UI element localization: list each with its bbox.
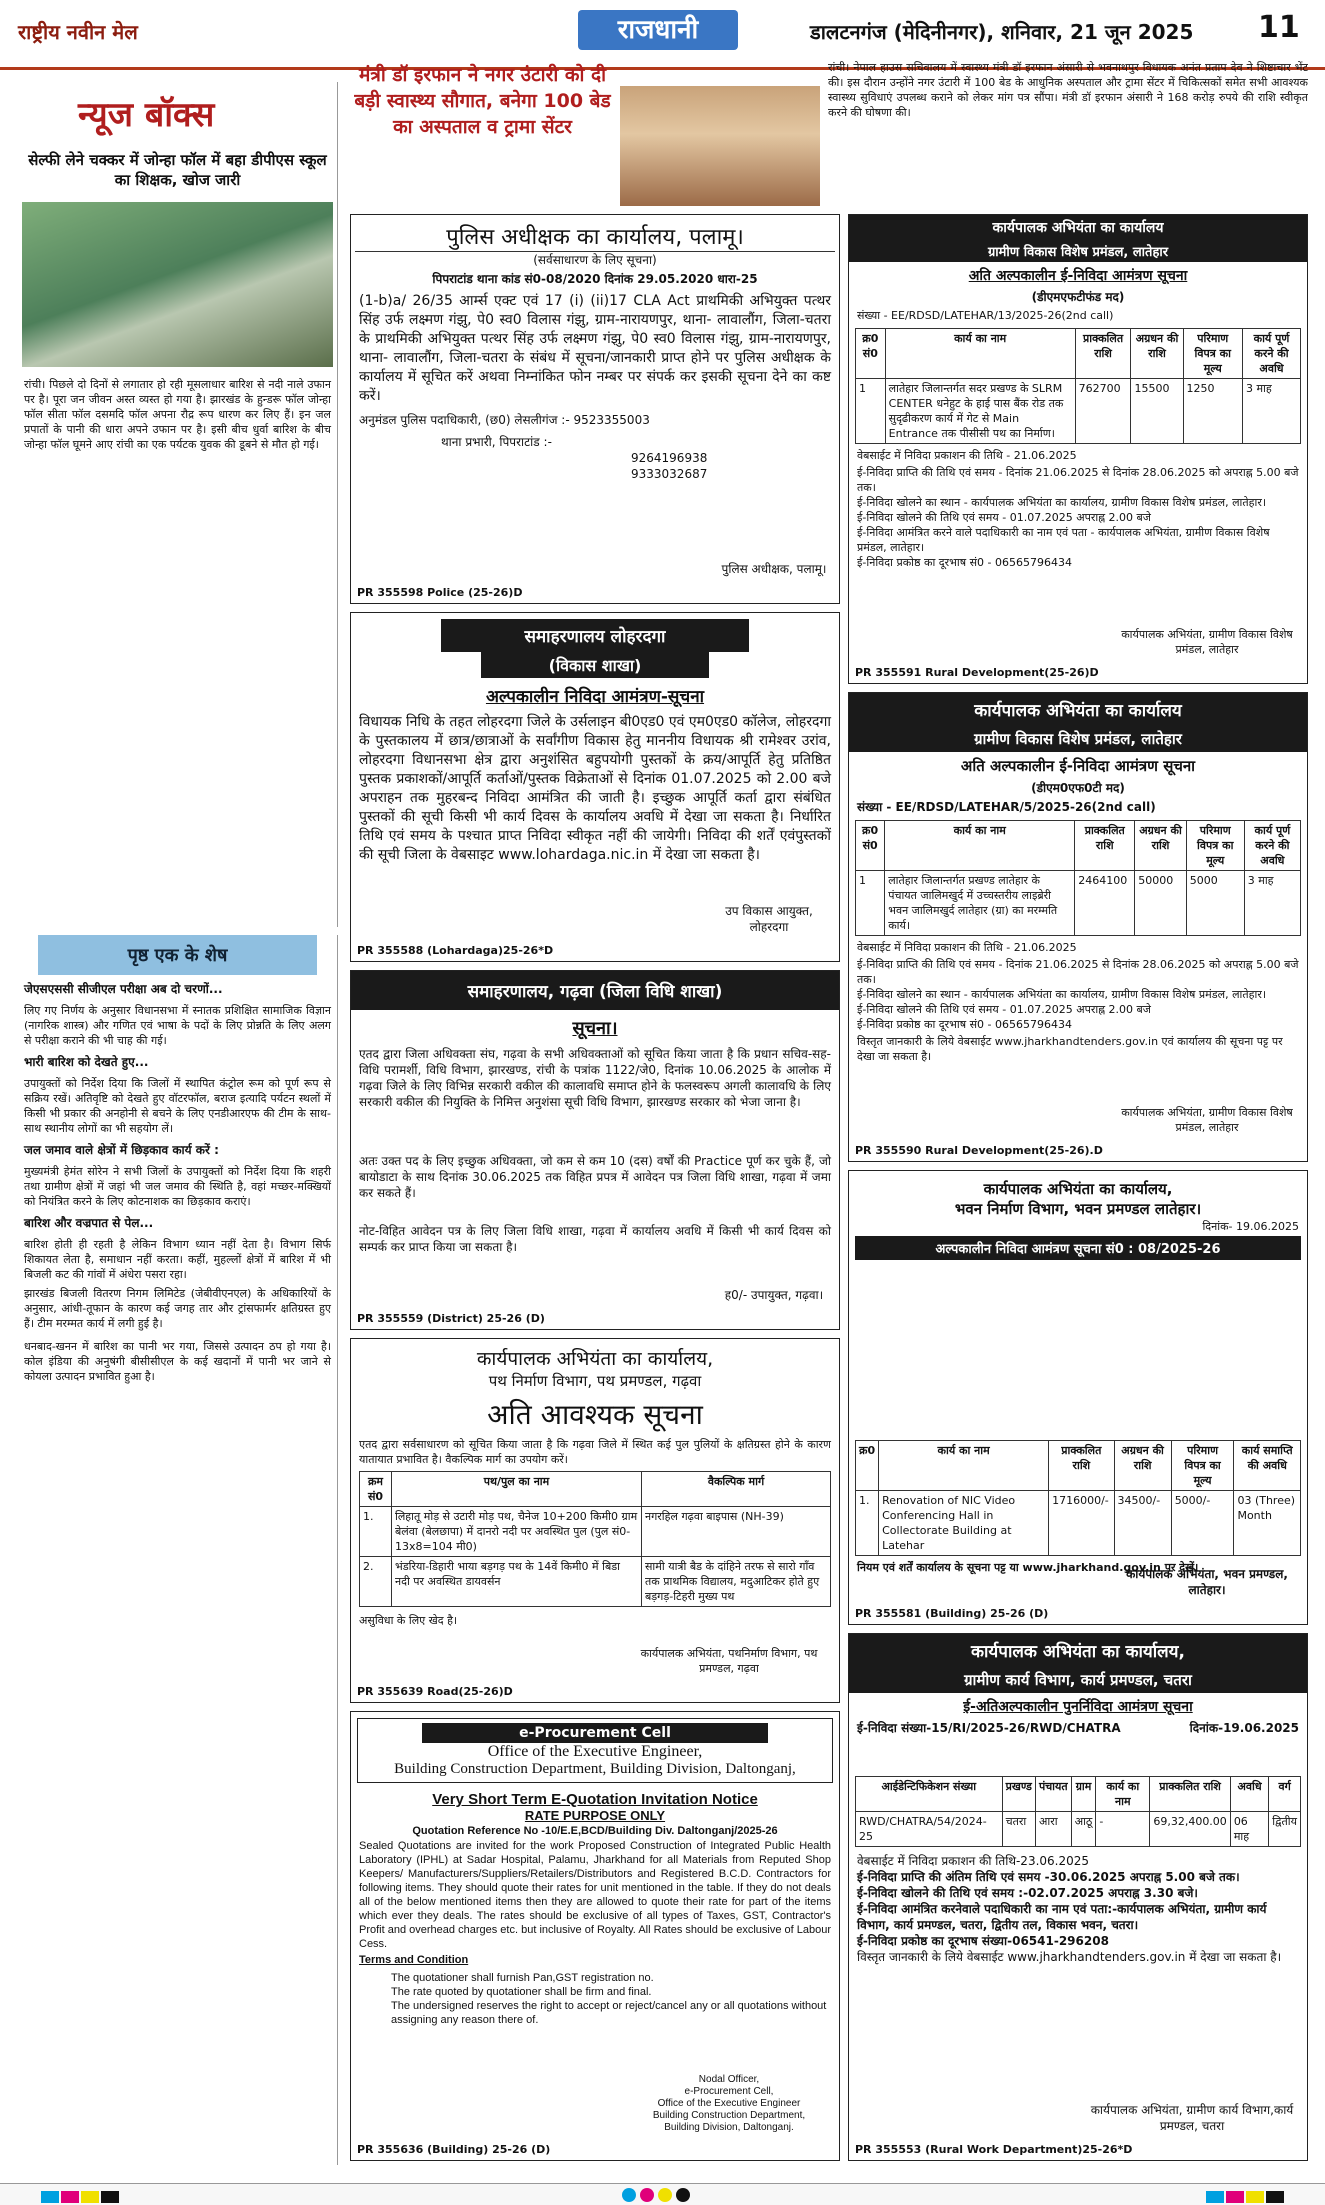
ad-police-phone1: 9264196938 <box>631 451 708 465</box>
ad-eproc-notice: Very Short Term E-Quotation Invitation Notice <box>432 1791 758 1808</box>
ad-rwd-sign: कार्यपालक अभियंता, ग्रामीण कार्य विभाग,कार्य प्रमण्डल, चतरा <box>1090 2103 1294 2133</box>
ad-police-pr: PR 355598 Police (25-26)D <box>357 586 523 599</box>
ad-rwd-panchayat: आरा <box>1035 1812 1071 1847</box>
ad-road-title: कार्यपालक अभियंता का कार्यालय, <box>476 1348 714 1370</box>
ad-rdsd13-fee: 1250 <box>1183 379 1242 444</box>
ad-road-row2-sn: 2. <box>360 1557 392 1607</box>
ad-rdsd13-d5: ई-निविदा आमंत्रित करने वाले पदाधिकारी का नाम एवं पता - कार्यपालक अभियंता, ग्रामीण विकास विशेष प्रमंडल, लातेहार। <box>857 526 1270 554</box>
ad-lohardaga-sign: उप विकास आयुक्त, लोहरदगा <box>725 904 813 934</box>
ad-rdsd26-earnest: 50000 <box>1135 871 1186 936</box>
ad-rwd-d1: वेबसाईट में निविदा प्रकाशन की तिथि-23.06.2025 <box>857 1854 1090 1868</box>
subhead-jssc: जेएसएससी सीजीएल परीक्षा अब दो चरणों... <box>24 982 223 996</box>
ad-road-col2: पथ/पुल का नाम <box>392 1472 642 1507</box>
ad-eproc-pr: PR 355636 (Building) 25-26 (D) <box>357 2143 551 2156</box>
ad-bcd-sign: कार्यपालक अभियंता, भवन प्रमण्डल, लातेहार। <box>1126 1567 1288 1597</box>
ad-rdsd26-title: कार्यपालक अभियंता का कार्यालय <box>849 693 1307 726</box>
ad-rwd-table: आईडेन्टिफिकेशन संख्या प्रखण्ड पंचायत ग्राम कार्य का नाम प्राक्कलित राशि अवधि वर्ग RWD/CHATRA/54/2024-25 चतरा आरा आठू - 69,32,400.00 06 माह द्वितीय <box>855 1776 1301 1847</box>
paper-name: राष्ट्रीय नवीन मेल <box>18 20 138 44</box>
ad-rdsd26-ref: संख्या - EE/RDSD/LATEHAR/5/2025-26(2nd call) <box>857 800 1156 814</box>
ad-police-sign: पुलिस अधीक्षक, पलामू। <box>721 562 827 576</box>
ad-rwd-chatra <box>848 1633 1308 2161</box>
ad-rdsd13-work: लातेहार जिलान्तर्गत सदर प्रखण्ड के SLRM CENTER धनेहुट के हाई पास बैंक रोड तक सुदृढीकरण कार्य में गेट से Main Entrance तक पीसीसी पथ का निर्माण। <box>885 379 1075 444</box>
ad-rwd-d2: ई-निविदा प्राप्ति की अंतिम तिथि एवं समय -30.06.2025 अपराह्न 5.00 बजे तक। <box>857 1870 1240 1884</box>
ad-bcd-table: क्र0 कार्य का नाम प्राक्कलित राशि अग्रधन की राशि परिमाण विपत्र का मूल्य कार्य समाप्ति की अवधि 1. Renovation of NIC Video Conferencing Hall in Collectorate Building at Latehar 1716000/- 34500/- 5000/- 03 (Three) Month <box>855 1440 1301 1556</box>
ad-bcd-earnest: 34500/- <box>1114 1491 1171 1556</box>
ad-eproc-sign5: Building Division, Daltonganj. <box>664 2122 794 2133</box>
ad-rdsd26-d1: वेबसाईट में निविदा प्रकाशन की तिथि - 21.06.2025 <box>857 941 1077 954</box>
news-box-title: न्यूज बॉक्स <box>78 95 215 135</box>
ad-police-sdpo: अनुमंडल पुलिस पदाधिकारी, (छ0) लेसलीगंज :- 9523355003 <box>359 413 650 427</box>
ad-rdsd13-d1: वेबसाईट में निविदा प्रकाशन की तिथि - 21.06.2025 <box>857 449 1077 462</box>
ad-rdsd13-d3: ई-निविदा खोलने का स्थान - कार्यपालक अभियंता का कार्यालय, ग्रामीण विकास विशेष प्रमंडल, लातेहार। <box>857 496 1267 509</box>
ad-rdsd26-period: 3 माह <box>1244 871 1300 936</box>
ad-rwd-date: दिनांक-19.06.2025 <box>1189 1721 1299 1735</box>
ad-rdsd13-amount: 762700 <box>1075 379 1131 444</box>
ad-police-thana: थाना प्रभारी, पिपराटांड :- <box>441 435 552 449</box>
page-number: 11 <box>1258 10 1300 45</box>
table-row: 1. Renovation of NIC Video Conferencing Hall in Collectorate Building at Latehar 1716000/- 34500/- 5000/- 03 (Three) Month <box>856 1491 1301 1556</box>
ad-bcd-latehar <box>848 1170 1308 1625</box>
ad-rwd-subtitle: ग्रामीण कार्य विभाग, कार्य प्रमण्डल, चतरा <box>849 1667 1307 1693</box>
ad-rwd-web: विस्तृत जानकारी के लिये वेबसाईट www.jharkhandtenders.gov.in में देखा जा सकता है। <box>857 1950 1282 1964</box>
ad-garhwa-legal-sign: ह0/- उपायुक्त, गढ़वा। <box>724 1288 824 1302</box>
table-row: 1 लातेहार जिलान्तर्गत सदर प्रखण्ड के SLRM CENTER धनेहुट के हाई पास बैंक रोड तक सुदृढीकरण कार्य में गेट से Main Entrance तक पीसीसी पथ का निर्माण। 762700 15500 1250 3 माह <box>856 379 1301 444</box>
ad-lohardaga-subtitle: (विकास शाखा) <box>481 652 709 678</box>
ad-eproc-t2: The rate quoted by quotationer shall be firm and final. <box>391 1986 652 1998</box>
body-lightning: बारिश होती ही रहती है लेकिन विभाग ध्यान नहीं देता है। विभाग सिर्फ शिकायत लेता है, समाधान नहीं करता। कहीं, मुहल्लाें क्षेत्रों में बारिश में भी बिजली कट की गांवों में अंधेरा पसरा रहा। <box>24 1238 331 1281</box>
ad-rdsd26-d6: ई-निविदा प्रकोष्ठ का दूरभाष सं0 - 06565796434 <box>857 1018 1072 1031</box>
ad-rwd-class: द्वितीय <box>1269 1812 1301 1847</box>
ad-police-body: (1-b)a/ 26/35 आर्म्स एक्ट एवं 17 (i) (ii)17 CLA Act प्राथमिकी अभियुक्त पत्थर सिंह उर्फ लक्ष्मण गंझु, पे0 स्व0 विलास गंझु, ग्राम-नारायणपुर, थाना- लावालौंग, जिला-चतरा के प्राथमिकी अभियुक्त पत्थर सिंह उर्फ लक्ष्मण गंझु, पे0 स्व0 विलास गंझु, ग्राम-नारायणपुर, थाना- लावालौंग, जिला-चतरा के संबंध में सूचना/जानकारी प्राप्त होने पर पुलिस अधीक्षक के कार्यालय में सूचित करें अथवा निम्नांकित फोन नम्बर पर संपर्क कर इसकी सूचना देने का कष्ट करें। <box>359 293 831 404</box>
ad-lohardaga <box>350 612 840 962</box>
ad-road-row1-sn: 1. <box>360 1507 392 1557</box>
news-box-body: रांची। पिछले दो दिनों से लगातार हो रही मूसलाधार बारिश से नदी नाले उफान पर है। पूरा जन जीवन अस्त व्यस्त हो गया है। झारखंड के हुन्डरू फॉल जोन्हा फॉल सीता फॉल दसमदि फॉल अपना रौद्र रूप धारण कर लिए हैं। इन जल प्रपातों के पानी की धारा अपने उफान पर है। इसी बीच धुर्वा बारिश के बीच जोन्हा फॉल घूमने आए रांची का एक पर्यटक युवक की डूबने से मौत हो गई। <box>24 378 331 451</box>
ad-rdsd13-period: 3 माह <box>1242 379 1300 444</box>
ad-bcd-subtitle: भवन निर्माण विभाग, भवन प्रमण्डल लातेहार। <box>954 1200 1202 1218</box>
continuations-title: पृष्ठ एक के शेष <box>38 935 317 975</box>
dateline: डालटनगंज (मेदिनीनगर), शनिवार, 21 जून 2025 <box>810 20 1194 44</box>
ad-bcd-work: Renovation of NIC Video Conferencing Hall in Collectorate Building at Latehar <box>879 1491 1049 1556</box>
ad-rdsd13-sub: (डीएमएफटीफंड मद) <box>1031 290 1125 304</box>
ad-road-row1-name: लिहातू मोड़ से उटारी मोड़ पथ, चैनेज 10+200 किमी0 ग्राम बेलंवा (बेलछापा) में दानरो नदी पर अवस्थित पुल (पुल सं0-13x8=104 मी0) <box>392 1507 642 1557</box>
ad-police-case: पिपराटांड थाना कांड सं0-08/2020 दिनांक 29.05.2020 धारा-25 <box>432 272 758 286</box>
ad-eprocurement <box>350 1711 840 2161</box>
ad-road-sign: कार्यपालक अभियंता, पथनिर्माण विभाग, पथ प्रमण्डल, गढ़वा <box>640 1647 818 1675</box>
section-label: राजधानी <box>578 10 738 50</box>
ad-garhwa-legal <box>350 970 840 1330</box>
ad-rdsd26-sign: कार्यपालक अभियंता, ग्रामीण विकास विशेष प्रमंडल, लातेहार <box>1121 1106 1293 1134</box>
ad-rdsd26-subtitle: ग्रामीण विकास विशेष प्रमंडल, लातेहार <box>849 726 1307 752</box>
ad-garhwa-legal-body2: अतः उक्त पद के लिए इच्छुक अधिवक्ता, जो कम से कम 10 (दस) वर्षों की Practice पूर्ण कर चुके हैं, जो बायोडाटा के साथ दिनांक 30.06.2025 तक विहित प्रपत्र में आवेदन पत्र जिला विधि शाखा, गढ़वा में जमा कर सकते हैं। <box>359 1154 831 1200</box>
ad-rdsd26-amount: 2464100 <box>1075 871 1135 936</box>
ad-garhwa-legal-body1: एतद द्वारा जिला अधिवक्ता संघ, गढ़वा के सभी अधिवक्ताओं को सूचित किया जाता है कि प्रधान सचिव-सह-विधि परामर्शी, विधि विभाग, झारखण्ड, रांची के पत्रांक 1122/जे0, दिनांक 10.06.2025 के आलोक में गढ़वा जिले के लिए विभिन्न सरकारी वकील की कालावधि समाप्त होने के फलस्वरूप अगली कालावधि के लिए सरकारी वकील की नियुक्ति के निमित्त अनुशंसा सूची विधि विभाग, झारखण्ड सरकार को भेजा जाना है। <box>359 1047 831 1109</box>
table-row <box>360 1507 831 1557</box>
ad-rwd-refline <box>849 1720 1307 1736</box>
ad-rdsd26-web: विस्तृत जानकारी के लिये वेबसाईट www.jharkhandtenders.gov.in एवं कार्यालय की सूचना पट्ट पर देखा जा सकता है। <box>857 1035 1283 1063</box>
ad-eproc-sign1: Nodal Officer, <box>698 2074 760 2085</box>
ad-rdsd-13 <box>848 214 1308 684</box>
ad-rwd-d3: ई-निविदा खोलने की तिथि एवं समय :-02.07.2025 अपराह्न 3.30 बजे। <box>857 1886 1198 1900</box>
body-jssc: लिए गए निर्णय के अनुसार विधानसभा में स्नातक प्रशिक्षित सामाजिक विज्ञान (नागरिक शास्त्र) और गणित एवं भाषा के पदों के लिए प्रोन्नति के लिए अलग से परीक्षा कराने की भी चाह की गई। <box>24 1004 331 1047</box>
ad-lohardaga-body: विधायक निधि के तहत लोहरदगा जिले के उर्सलाइन बी0एड0 एवं एम0एड0 कॉलेज, लोहरदगा के पुस्तकालय में छात्र/छात्राओं के सर्वांगीण विकास हेतु माननीय विधायक श्री रामेश्वर उरांव, लोहरदगा विधानसभा क्षेत्र द्वारा अनुशंसित बहुपयोगी पुस्तकों के क्रय/आपूर्ति हेतु प्रतिष्ठित पुस्तक प्रकाशकों/आपूर्ति कर्ताओं/पुस्तक विक्रेताओं से दिनांक 01.07.2025 को 2.00 बजे अपराहन तक मुहरबन्द निविदा आमंत्रित की जाती है। इच्छुक आपूर्ति कर्ता द्वारा संबंधित पुस्तकों की सूची किसी भी कार्य दिवस के कार्यालय अवधि में देखा जा सकता है। निर्धारित तिथि एवं समय के पश्चात प्राप्त निविदा स्वीकृत नहीं की जायेगी। निविदा की शर्तें एवंपुस्तकों की सूची जिला के वेबसाइट www.lohardaga.nic.in में देखा जा सकता है। <box>359 714 831 863</box>
ad-police-palamu <box>350 214 840 604</box>
ad-garhwa-legal-pr: PR 355559 (District) 25-26 (D) <box>357 1312 545 1325</box>
ad-garhwa-legal-heading: सूचना। <box>572 1018 618 1039</box>
ad-rdsd26-d3: ई-निविदा खोलने का स्थान - कार्यपालक अभियंता का कार्यालय, ग्रामीण विकास विशेष प्रमंडल, लातेहार। <box>857 988 1267 1001</box>
ad-rwd-village: आठू <box>1071 1812 1096 1847</box>
subhead-rain: भारी बारिश को देखते हुए... <box>24 1055 149 1069</box>
ad-rdsd26-work: लातेहार जिलान्तर्गत प्रखण्ड लातेहार के पंचायत जालिमखुर्द में उच्चस्तरीय लाइब्रेरी भवन जालिमखुर्द लातेहार (ग्रा) का मरम्मति कार्य। <box>885 871 1075 936</box>
ad-bcd-amount: 1716000/- <box>1049 1491 1114 1556</box>
ad-road-body: एतद द्वारा सर्वसाधारण को सूचित किया जाता है कि गढ़वा जिले में स्थित कई पुल पुलियों के क्षतिग्रस्त होने के कारण यातायात प्रभावित है। वैकल्पिक मार्ग का उपयोग करें। <box>359 1438 831 1466</box>
lead-headline-box <box>350 60 615 210</box>
ad-road-col1: क्रम सं0 <box>360 1472 392 1507</box>
ad-bcd-date: दिनांक- 19.06.2025 <box>1202 1220 1299 1233</box>
ad-rdsd26-pr: PR 355590 Rural Development(25-26).D <box>855 1144 1103 1157</box>
ad-rwd-amount: 69,32,400.00 <box>1150 1812 1230 1847</box>
ad-rwd-title: कार्यपालक अभियंता का कार्यालय, <box>849 1634 1307 1667</box>
ad-road-subtitle: पथ निर्माण विभाग, पथ प्रमण्डल, गढ़वा <box>488 1372 702 1390</box>
ad-rdsd13-pr: PR 355591 Rural Development(25-26)D <box>855 666 1099 679</box>
ad-rwd-id: RWD/CHATRA/54/2024-25 <box>856 1812 1003 1847</box>
ad-rdsd26-d2: ई-निविदा प्राप्ति की तिथि एवं समय - दिनांक 21.06.2025 से दिनांक 28.06.2025 को अपराह्न 5.00 बजे तक। <box>857 958 1299 986</box>
color-swatches-right <box>1205 2188 1285 2205</box>
waterfall-photo <box>22 202 333 367</box>
ad-rdsd13-d4: ई-निविदा खोलने की तिथि एवं समय - 01.07.2025 अपराह्न 2.00 बजे <box>857 511 1151 524</box>
ad-eproc-header <box>357 1718 833 1783</box>
ad-rdsd26-fee: 5000 <box>1186 871 1244 936</box>
minister-photo <box>620 86 820 206</box>
ad-road-pr: PR 355639 Road(25-26)D <box>357 1685 513 1698</box>
ad-road-row1-alt: नगरहिल गढ़वा बाइपास (NH-39) <box>642 1507 831 1557</box>
ad-rdsd13-sign: कार्यपालक अभियंता, ग्रामीण विकास विशेष प्रमंडल, लातेहार <box>1121 628 1293 656</box>
ad-road-col3: वैकल्पिक मार्ग <box>642 1472 831 1507</box>
ad-rdsd13-title: कार्यपालक अभियंता का कार्यालय <box>849 215 1307 240</box>
ad-eproc-t1: The quotationer shall furnish Pan,GST registration no. <box>391 1972 654 1984</box>
color-swatches-left <box>40 2188 120 2205</box>
ad-eproc-sign2: e-Procurement Cell, <box>684 2086 774 2097</box>
ad-rdsd26-heading: अति अल्पकालीन ई-निविदा आमंत्रण सूचना <box>960 757 1196 775</box>
subhead-lightning: बारिश और वज्रपात से पेल... <box>24 1216 154 1230</box>
body-rain: उपायुक्तों को निर्देश दिया कि जिलों में स्थापित कंट्रोल रूम को पूर्ण रूप से सक्रिय रखें। अतिवृष्टि को देखते हुए वॉटरफॉल, बराज इत्यादि पर्यटन स्थलों में किसी भी प्रकार की अनहोनी से बचने के लिए एनडीआरएफ की टीम के साथ-साथ स्थानीय लोगों का भी सहयोग लें। <box>24 1077 331 1135</box>
registration-dots <box>620 2187 692 2205</box>
ad-rwd-d4: ई-निविदा आमंत्रित करनेवाले पदाधिकारी का नाम एवं पता:-कार्यपालक अभियंता, ग्रामीण कार्य विभाग, कार्य प्रमण्डल, चतरा, द्वितीय तल, विकास भवन, चतरा। <box>857 1902 1267 1932</box>
body-waterlog: मुख्यमंत्री हेमंत सोरेन ने सभी जिलों के उपायुक्तों को निर्देश दिया कि शहरी तथा ग्रामीण क्षेत्रों में जहां भी जल जमाव की स्थिति है, वहां मच्छर-मक्खियों को नियंत्रित करने के लिए कोटनाशक का छिड़काव कराएं। <box>24 1165 331 1208</box>
ad-rwd-d5: ई-निविदा प्रकोष्ठ का दूरभाष संख्या-06541-296208 <box>857 1934 1109 1948</box>
ad-rdsd13-ref: संख्या - EE/RDSD/LATEHAR/13/2025-26(2nd call) <box>857 309 1114 322</box>
ad-rdsd13-table: क्र0 सं0 कार्य का नाम प्राक्कलित राशि अग्रधन की राशि परिमाण विपत्र का मूल्य कार्य पूर्ण करने की अवधि 1 लातेहार जिलान्तर्गत सदर प्रखण्ड के SLRM CENTER धनेहुट के हाई पास बैंक रोड तक सुदृढीकरण कार्य में गेट से Main Entrance तक पीसीसी पथ का निर्माण। 762700 15500 1250 3 माह <box>855 328 1301 444</box>
ad-rdsd13-d6: ई-निविदा प्रकोष्ठ का दूरभाष सं0 - 06565796434 <box>857 556 1072 569</box>
ad-police-phone2: 9333032687 <box>631 467 708 481</box>
ad-bcd-title: कार्यपालक अभियंता का कार्यालय, <box>983 1180 1173 1198</box>
ad-rwd-period: 06 माह <box>1230 1812 1268 1847</box>
body-bccl: धनबाद-खनन में बारिश का पानी भर गया, जिससे उत्पादन ठप हो गया है। कोल इंडिया की अनुषंगी बीसीसीएल के कई खदानों में पानी भर जाने से कोयला उत्पादन प्रभावित हुआ है। <box>24 1340 331 1383</box>
lead-body: रांची। नेपाल हाउस सचिवालय में स्वास्थ्य मंत्री डॉ इरफान अंसारी से भवनाथपुर विधायक अनंत प्रताप देव ने शिष्टाचार भेंट की। इस दौरान उन्होंने नगर उंटारी में 100 बेड के आधुनिक अस्पताल और ट्रामा सेंटर में चिकित्सकों समेत सभी आवश्यक स्वास्थ्य सुविधाएं उपलब्ध कराने को लेकर मांग पत्र सौंपा। मंत्री डॉ इरफान अंसारी ने 168 करोड़ रुपये की राशि स्वीकृत करने की घोषणा की। <box>828 61 1308 119</box>
ad-police-title: पुलिस अधीक्षक का कार्यालय, पलामू। <box>355 215 835 252</box>
news-box-headline: सेल्फी लेने चक्कर में जोन्हा फॉल में बहा डीपीएस स्कूल का शिक्षक, खोज जारी <box>28 151 327 189</box>
ad-road-row2-name: भंडरिया-डिहारी भाया बड़गड़ पथ के 14वें किमी0 में बिडा नदी पर अवस्थित डायवर्सन <box>392 1557 642 1607</box>
ad-road-note: असुविधा के लिए खेद है। <box>359 1614 458 1627</box>
ad-garhwa-legal-title: समाहरणालय, गढ़वा (जिला विधि शाखा) <box>351 971 839 1010</box>
ad-lohardaga-heading: अल्पकालीन निविदा आमंत्रण-सूचना <box>485 687 705 707</box>
ad-road-table <box>359 1471 831 1607</box>
continuations <box>18 935 338 2165</box>
ad-bcd-heading: अल्पकालीन निविदा आमंत्रण सूचना सं0 : 08/2025-26 <box>855 1236 1301 1260</box>
ad-police-subtitle: (सर्वसाधारण के लिए सूचना) <box>533 253 657 267</box>
ad-eproc-office: Office of the Executive Engineer, <box>487 1743 703 1760</box>
ad-rdsd13-earnest: 15500 <box>1131 379 1183 444</box>
ad-rdsd26-table: क्र0 सं0 कार्य का नाम प्राक्कलित राशि अग्रधन की राशि परिमाण विपत्र का मूल्य कार्य पूर्ण करने की अवधि 1 लातेहार जिलान्तर्गत प्रखण्ड लातेहार के पंचायत जालिमखुर्द में उच्चस्तरीय लाइब्रेरी भवन जालिमखुर्द लातेहार (ग्रा) का मरम्मति कार्य। 2464100 50000 5000 3 माह <box>855 820 1301 936</box>
ad-rwd-ref: ई-निविदा संख्या-15/RI/2025-26/RWD/CHATRA <box>857 1721 1121 1735</box>
ad-bcd-web: नियम एवं शर्तें कार्यालय के सूचना पट्ट या www.jharkhand.gov.in पर देखें। <box>857 1561 1199 1574</box>
ad-eproc-sign3: Office of the Executive Engineer <box>657 2098 801 2109</box>
ad-eproc-dept: Building Construction Department, Building Division, Daltonganj, <box>394 1761 796 1777</box>
ad-lohardaga-pr: PR 355588 (Lohardaga)25-26*D <box>357 944 554 957</box>
ad-road-garhwa <box>350 1338 840 1703</box>
ad-road-row2-alt: सामी यात्री बैड के दांहिने तरफ से सारो गाँव तक प्राथमिक विद्यालय, मदुआटिकर होते हुए बड़गड़-टिहरी मुख्य पथ <box>642 1557 831 1607</box>
ad-garhwa-legal-note: नोट-विहित आवेदन पत्र के लिए जिला विधि शाखा, गढ़वा में कार्यालय अवधि में किसी भी कार्य दिवस को सम्पर्क कर प्राप्त किया जा सकता है। <box>359 1224 831 1254</box>
ad-eproc-sign <box>629 2074 829 2134</box>
body-jbvnl: झारखंड बिजली वितरण निगम लिमिटेड (जेबीवीएनएल) के अधिकारियों के अनुसार, आंधी-तूफान के कारण कई जगह तार और ट्रांसफार्मर क्षतिग्रस्त हुए हैं। टीम मरम्मत कार्य में लगी हुई है। <box>24 1287 331 1330</box>
print-registration-strip <box>0 2183 1325 2205</box>
news-box <box>18 82 338 927</box>
ad-eproc-ref: Quotation Reference No -10/E.E,BCD/Building Div. Daltonganj/2025-26 <box>412 1825 778 1837</box>
ad-bcd-pr: PR 355581 (Building) 25-26 (D) <box>855 1607 1049 1620</box>
ad-eproc-terms: Terms and Condition <box>359 1954 469 1966</box>
ad-eproc-title: e-Procurement Cell <box>422 1723 768 1743</box>
ad-rdsd-26 <box>848 692 1308 1162</box>
ad-rdsd13-subtitle: ग्रामीण विकास विशेष प्रमंडल, लातेहार <box>849 240 1307 262</box>
ad-rdsd26-d4: ई-निविदा खोलने की तिथि एवं समय - 01.07.2025 अपराह्न 2.00 बजे <box>857 1003 1151 1016</box>
ad-eproc-sign4: Building Construction Department, <box>652 2110 806 2121</box>
ad-rwd-pr: PR 355553 (Rural Work Department)25-26*D <box>855 2143 1133 2156</box>
subhead-waterlog: जल जमाव वाले क्षेत्रों में छिड़काव कार्य करें : <box>24 1143 219 1157</box>
ad-bcd-fee: 5000/- <box>1171 1491 1234 1556</box>
ad-rdsd13-d2: ई-निविदा प्राप्ति की तिथि एवं समय - दिनांक 21.06.2025 से दिनांक 28.06.2025 को अपराह्न 5.00 बजे तक। <box>857 466 1299 494</box>
table-row: 1 लातेहार जिलान्तर्गत प्रखण्ड लातेहार के पंचायत जालिमखुर्द में उच्चस्तरीय लाइब्रेरी भवन जालिमखुर्द लातेहार (ग्रा) का मरम्मति कार्य। 2464100 50000 5000 3 माह <box>856 871 1301 936</box>
ad-eproc-body: Sealed Quotations are invited for the work Proposed Construction of Integrated Public Health Laboratory (IPHL) at Sadar Hospital, Palamu, Jharkhand for all Materials from Reputed Shop Keepers/ Manufacturers/Suppliers/Retailers/Distributors and Registered B.C.D. Contractors for following items. They should quote their rates for unit mentioned in the table. If they do not deals all of the below mentioned items then they are allowed to quote their rate for part of the items which ever they deals. The rates should be exclusive of all types of Taxes, GST, Contractor's Profit and overhead charges etc. but inclusive of Royalty. All Rates should be exclusive of Labour Cess. <box>359 1840 831 1950</box>
ad-rwd-heading: ई-अतिअल्पकालीन पुनर्निविदा आमंत्रण सूचना <box>963 1699 1193 1715</box>
ad-bcd-period: 03 (Three) Month <box>1234 1491 1301 1556</box>
table-row <box>360 1557 831 1607</box>
ad-lohardaga-title: समाहरणालय लोहरदगा <box>441 619 749 652</box>
table-row: RWD/CHATRA/54/2024-25 चतरा आरा आठू - 69,32,400.00 06 माह द्वितीय <box>856 1812 1301 1847</box>
ad-eproc-rate: RATE PURPOSE ONLY <box>524 1808 666 1823</box>
ad-eproc-t3: The undersigned reserves the right to accept or reject/cancel any or all quotations without assigning any reason there of. <box>391 2000 827 2026</box>
ad-rdsd13-heading: अति अल्पकालीन ई-निविदा आमंत्रण सूचना <box>968 268 1188 284</box>
ad-rwd-block: चतरा <box>1002 1812 1035 1847</box>
ad-road-heading: अति आवश्यक सूचना <box>487 1398 703 1431</box>
lead-headline: मंत्री डॉ इरफान ने नगर उंटारी को दी बड़ी स्वास्थ्य सौगात, बनेगा 100 बेड का अस्पताल व ट्रामा सेंटर <box>354 64 611 138</box>
ad-rdsd26-sub: (डीएम0एफ0टी मद) <box>1031 781 1125 795</box>
